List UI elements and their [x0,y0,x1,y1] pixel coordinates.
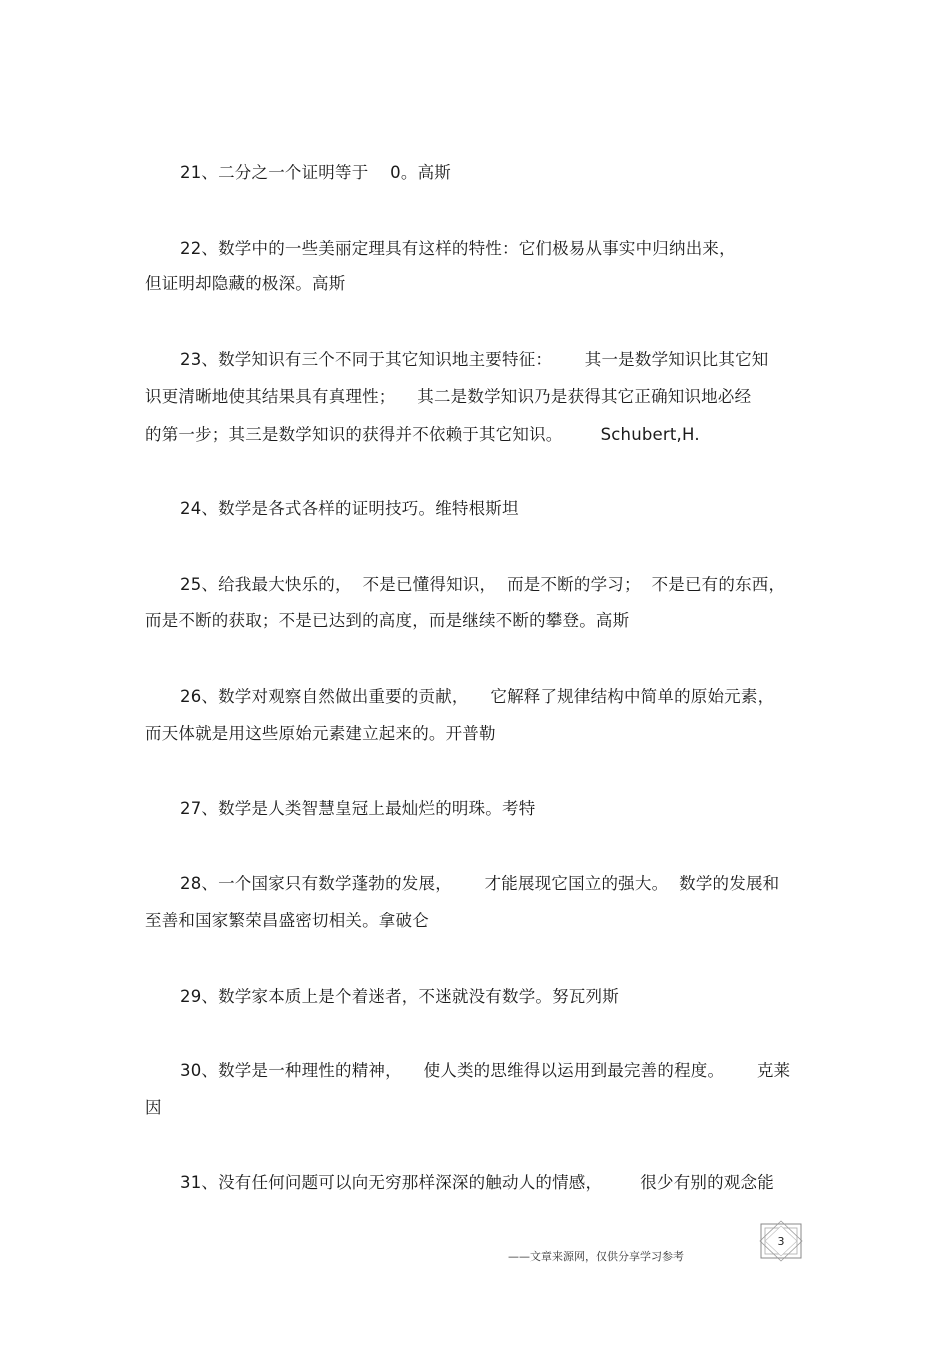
quote-30-line-2: 因 [145,1098,162,1117]
quote-28-line-1: 28、一个国家只有数学蓬勃的发展， 才能展现它国立的强大。 数学的发展和 [180,874,780,893]
quote-29-line-1: 29、数学家本质上是个着迷者，不迷就没有数学。努瓦列斯 [180,987,619,1006]
quote-26-line-1: 26、数学对观察自然做出重要的贡献， 它解释了规律结构中简单的原始元素， [180,687,775,706]
quote-22-line-1: 22、数学中的一些美丽定理具有这样的特性：它们极易从事实中归纳出来， [180,239,736,258]
quote-28-line-2: 至善和国家繁荣昌盛密切相关。拿破仑 [145,911,429,930]
quote-24-line-1: 24、数学是各式各样的证明技巧。维特根斯坦 [180,499,519,518]
quote-25-line-2: 而是不断的获取；不是已达到的高度，而是继续不断的攀登。高斯 [145,611,630,630]
quote-30-line-1: 30、数学是一种理性的精神， 使人类的思维得以运用到最完善的程度。 克莱 [180,1061,791,1080]
quote-31-line-1: 31、没有任何问题可以向无穷那样深深的触动人的情感， 很少有别的观念能 [180,1173,774,1192]
quote-26-line-2: 而天体就是用这些原始元素建立起来的。开普勒 [145,724,496,743]
quote-23-line-3: 的第一步；其三是数学知识的获得并不依赖于其它知识。 Schubert,H. [145,425,700,444]
footer-source-note: ——文章来源网，仅供分享学习参考 [508,1250,684,1263]
quote-23-line-2: 识更清晰地使其结果具有真理性； 其二是数学知识乃是获得其它正确知识地必经 [145,387,752,406]
page-number-badge [757,1220,805,1262]
quote-25-line-1: 25、给我最大快乐的， 不是已懂得知识， 而是不断的学习； 不是已有的东西， [180,575,786,594]
quote-21-line-1: 21、二分之一个证明等于 0。高斯 [180,163,451,182]
page-number: 3 [777,1234,785,1248]
quote-23-line-1: 23、数学知识有三个不同于其它知识地主要特征： 其一是数学知识比其它知 [180,350,769,369]
quote-22-line-2: 但证明却隐藏的极深。高斯 [145,274,346,293]
quote-27-line-1: 27、数学是人类智慧皇冠上最灿烂的明珠。考特 [180,799,536,818]
